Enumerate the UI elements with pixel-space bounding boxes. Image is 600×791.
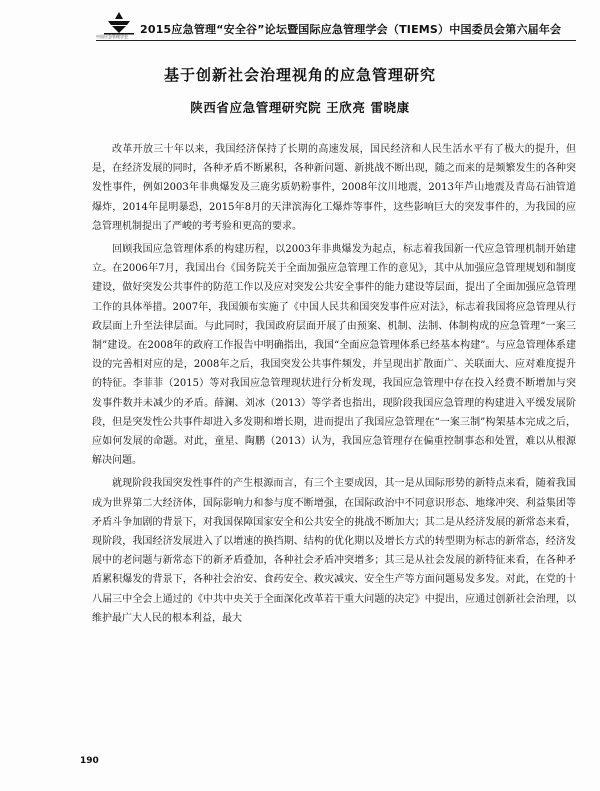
- page-number: 190: [80, 756, 99, 766]
- logo-caption: 中国应急管理学会: [96, 34, 128, 39]
- article-authors: 陕西省应急管理研究院 王欣亮 雷晓康: [190, 100, 410, 115]
- paragraph: 回顾我国应急管理体系的构建历程，以2003年非典爆发为起点，标志着我国新一代应急管理机制开始建立。在2006年7月，我国出台《国务院关于全面加强应急管理工作的意见》，其中从加强应急管理规划和制度建设，做好突发公共事件的防范工作以及应对突发公共安全事件的能力建设等层面，提出了全面加强应急管理工作的具体举措。2007年，我国颁布实施了《中国人民共和国突发事件应对法》，标志着我国将应急管理从行政层面上升至法律层面。与此同时，我国政府层面开展了由预案、机制、法制、体制构成的应急管理“一案三制”建设。在2008年的政府工作报告中明确指出，我国“全面应急管理体系已经基本构建”。与应急管理体系建设的完善相对应的是，2008年之后，我国突发公共事件频发，并呈现出扩散面广、关联面大、应对难度提升的特征。李菲菲（2015）等对我国应急管理现状进行分析发现，我国应急管理中存在投入经费不断增加与突发事件数并未减少的矛盾。薛澜、刘冰（2013）等学者也指出，现阶段我国应急管理的构建进入平缓发展阶段，但是突发性公共事件却进入多发期和增长期，进而提出了我国应急管理在“一案三制”构架基本完成之后，应如何发展的命题。对此，童星、陶鹏（2013）认为，我国应急管理存在偏重控制事态和处置，难以从根源解决问题。: [92, 244, 576, 467]
- paragraph: 就现阶段我国突发性事件的产生根源而言，有三个主要成因，其一是从国际形势的新特点来看，随着我国成为世界第二大经济体，国际影响力和参与度不断增强，在国际政治中不同意识形态、地缘冲突、利益集团等矛盾斗争加剧的背景下，对我国保障国家安全和公共安全的挑战不断加大；其二是从经济发展的新常态来看，现阶段，我国经济发展进入了以增速的换挡期、结构的优化期以及增长方式的转型期为标志的新常态，经济发展中的老问题与新常态下的新矛盾叠加，各种社会矛盾冲突增多；其三是从社会发展的新特征来看，在各种矛盾累积爆发的背景下，各种社会治安、食药安全、救灾减灾、安全生产等方面问题易发多发。对此，在党的十八届三中全会上通过的《中共中央关于全面深化改革若干重大问题的决定》中提出，应通过创新社会治理，以维护最广大人民的根本利益，最大: [92, 478, 576, 624]
- conference-emblem-icon: [102, 10, 136, 36]
- paragraph: 改革开放三十年以来，我国经济保持了长期的高速发展，国民经济和人民生活水平有了极大的提升，但是，在经济发展的同时，各种矛盾不断累积，各种新问题、新挑战不断出现，随之而来的是频繁发生的各种突发性事件，例如2003年非典爆发及三鹿劣质奶粉事件，2008年汶川地震，2013年芦山地震及青岛石油管道爆炸，2014年昆明暴恐，2015年8月的天津滨海化工爆炸等事件，这些影响巨大的突发事件的，为我国的应急管理机制提出了严峻的考考验和更高的要求。: [92, 144, 576, 232]
- article-title: 基于创新社会治理视角的应急管理研究: [163, 66, 436, 84]
- article-body: [92, 140, 576, 632]
- running-header: [96, 10, 576, 41]
- running-title: 2015应急管理“安全谷”论坛暨国际应急管理学会（TIEMS）中国委员会第六届年会: [140, 23, 562, 36]
